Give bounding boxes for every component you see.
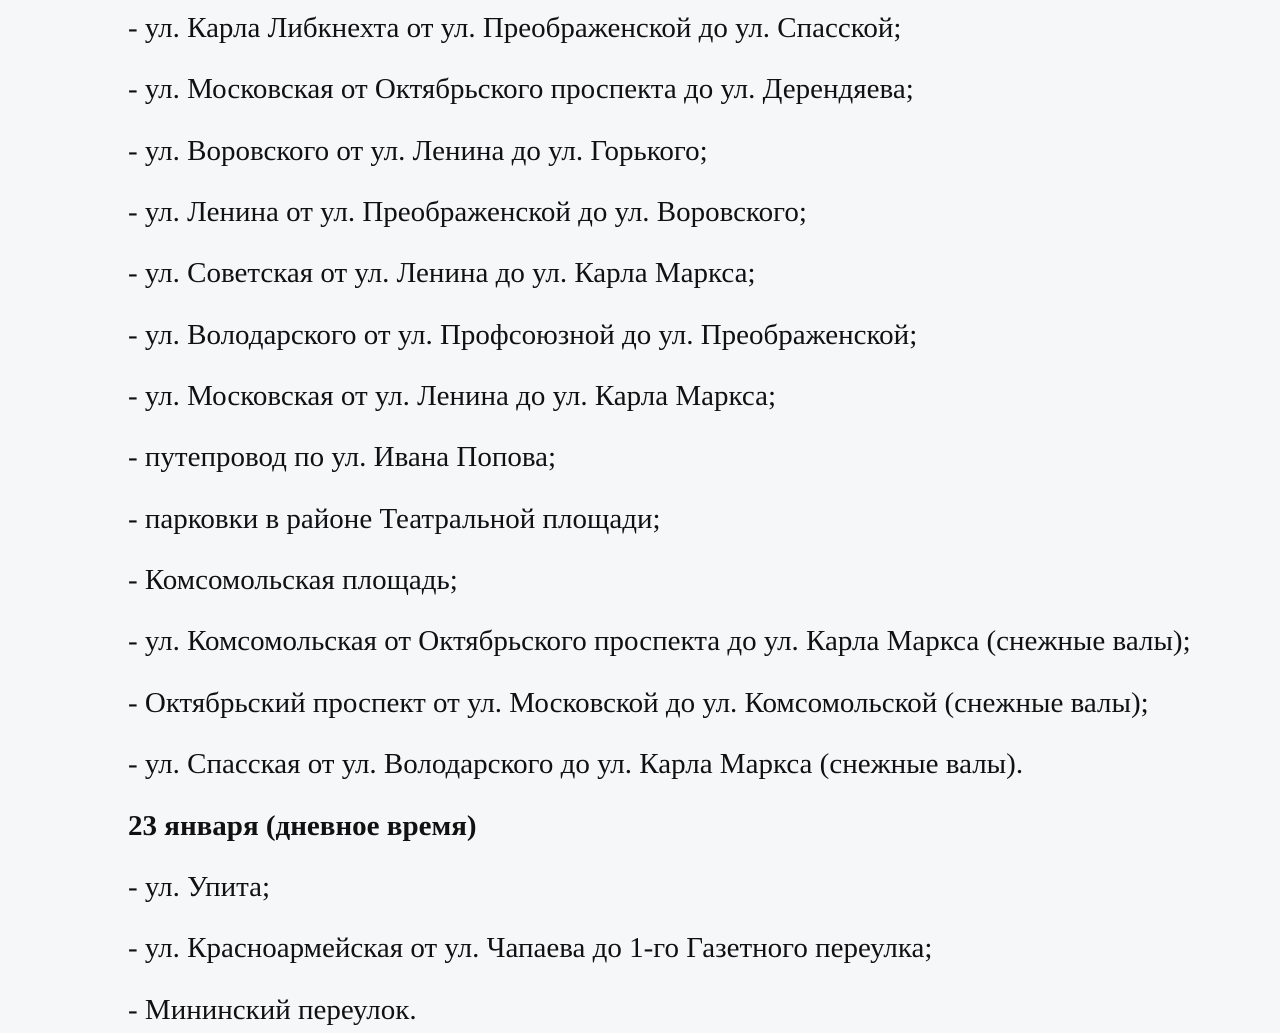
list-item: - ул. Комсомольская от Октябрьского проспекта до ул. Карла Маркса (снежные валы); (128, 625, 1191, 657)
list-item: - путепровод по ул. Ивана Попова; (128, 441, 557, 473)
list-item: - ул. Красноармейская от ул. Чапаева до 1-го Газетного переулка; (128, 932, 933, 964)
list-item: - ул. Упита; (128, 871, 271, 903)
list-item: - ул. Советская от ул. Ленина до ул. Карла Маркса; (128, 257, 756, 289)
list-item: - ул. Московская от ул. Ленина до ул. Карла Маркса; (128, 380, 777, 412)
section-heading-date: 23 января (дневное время) (128, 810, 477, 842)
list-item: - Мининский переулок. (128, 994, 417, 1026)
list-item: - ул. Ленина от ул. Преображенской до ул. Воровского; (128, 196, 807, 228)
list-item: - Комсомольская площадь; (128, 564, 458, 596)
list-item: - ул. Карла Либкнехта от ул. Преображенской до ул. Спасской; (128, 12, 902, 44)
list-item: - парковки в районе Театральной площади; (128, 503, 661, 535)
list-item: - ул. Спасская от ул. Володарского до ул. Карла Маркса (снежные валы). (128, 748, 1024, 780)
list-item: - ул. Володарского от ул. Профсоюзной до ул. Преображенской; (128, 319, 918, 351)
list-item: - Октябрьский проспект от ул. Московской до ул. Комсомольской (снежные валы); (128, 687, 1149, 719)
list-item: - ул. Воровского от ул. Ленина до ул. Горького; (128, 135, 708, 167)
list-item: - ул. Московская от Октябрьского проспекта до ул. Дерендяева; (128, 73, 914, 105)
